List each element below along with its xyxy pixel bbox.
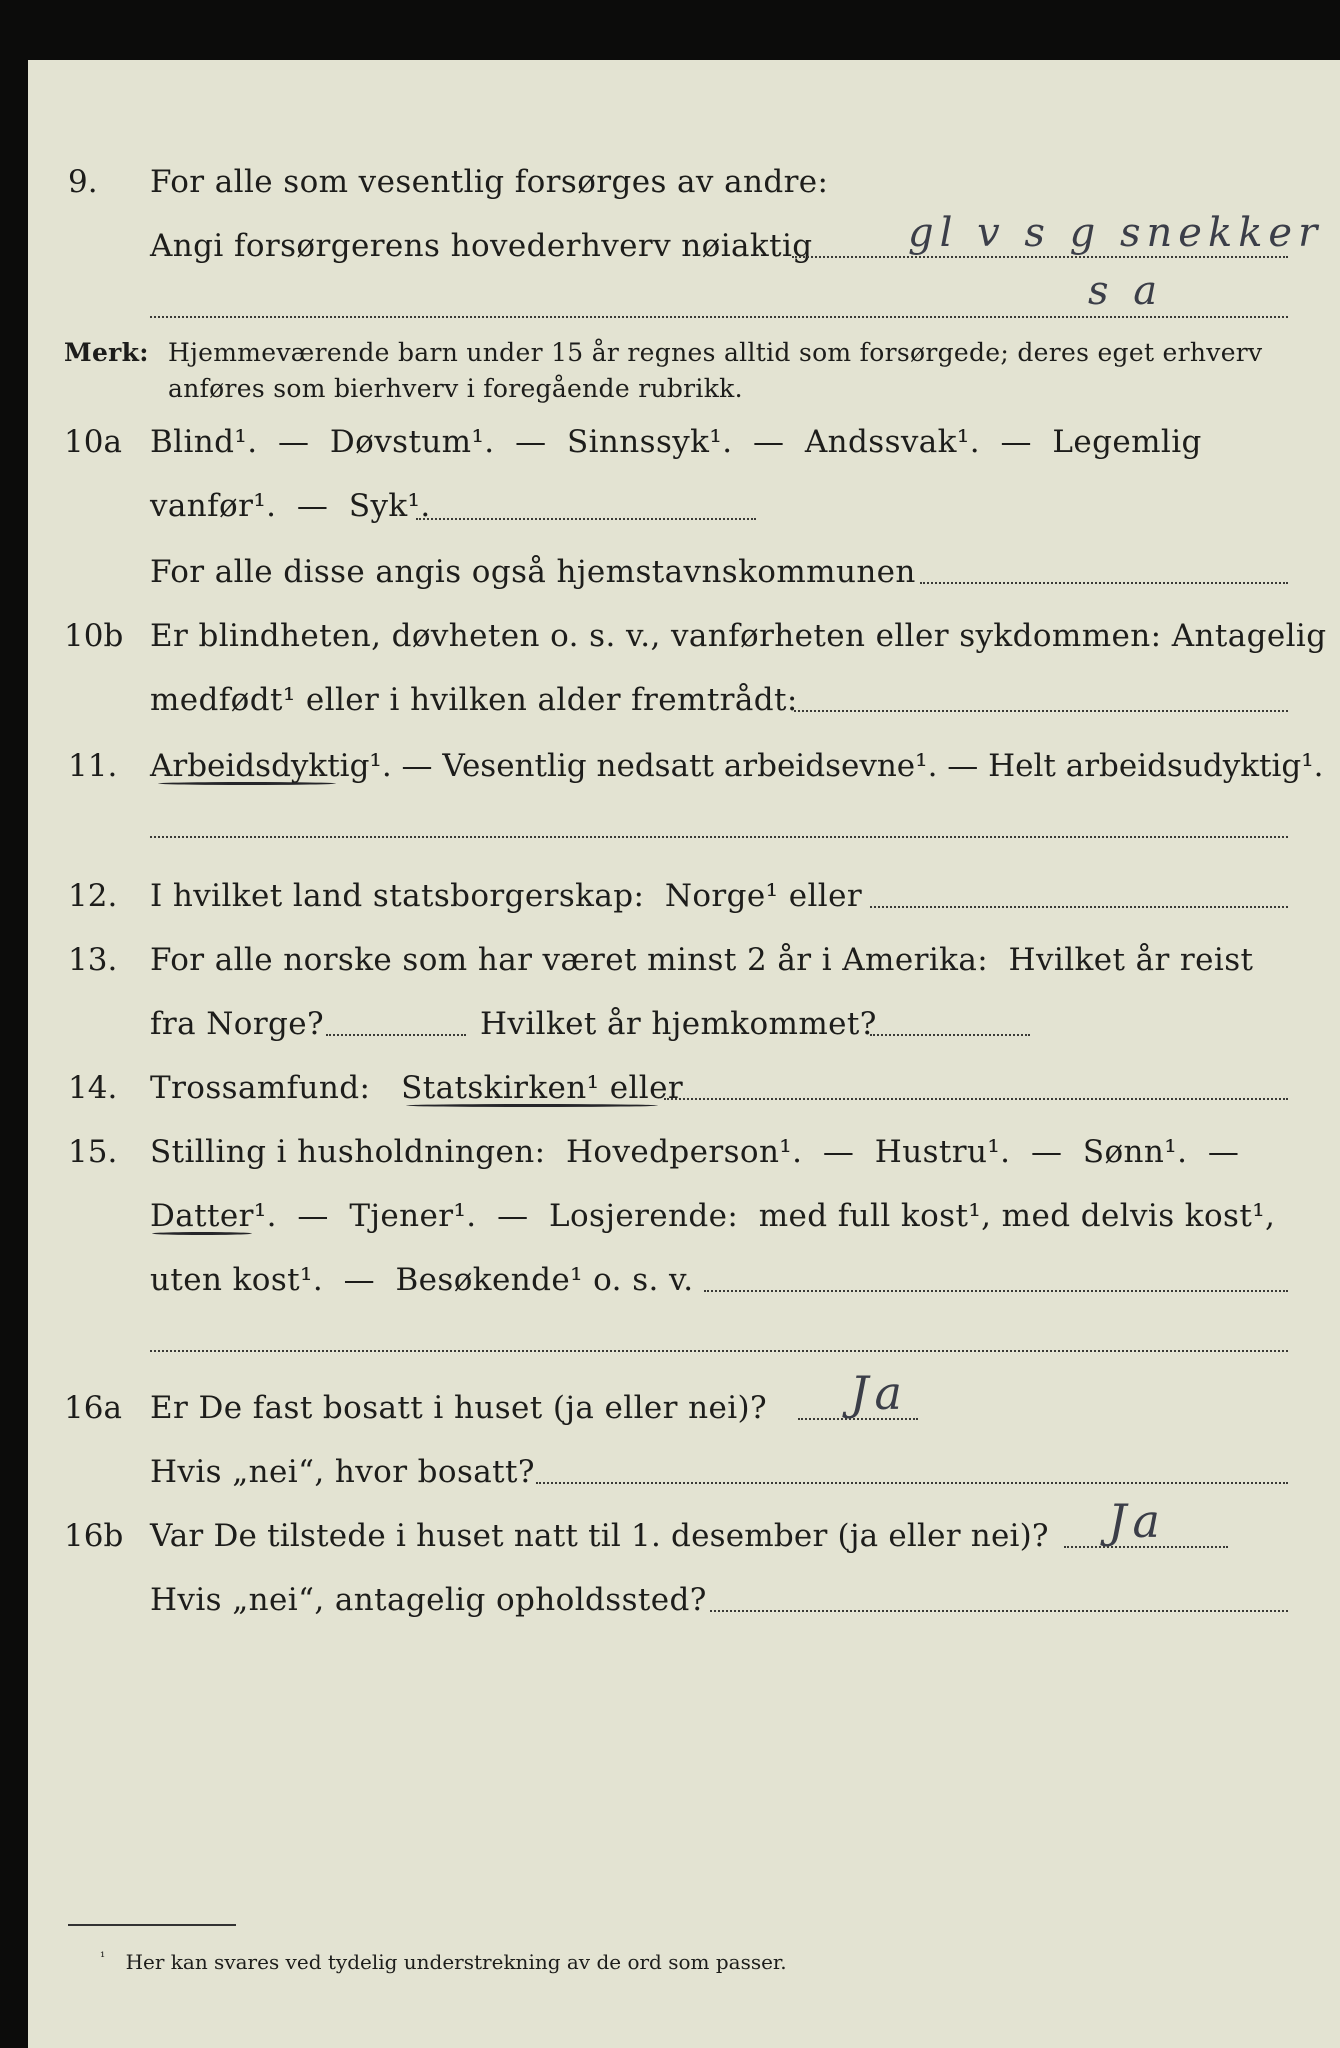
question-number: 12. <box>68 878 118 914</box>
question-number: 16a <box>64 1390 122 1426</box>
handwritten-answer: gl v s g snekker <box>908 210 1324 256</box>
question-text: medfødt¹ eller i hvilken alder fremtrådt: <box>150 682 798 718</box>
answer-line <box>150 1350 1288 1352</box>
note-text: Hjemmeværende barn under 15 år regnes alltid som forsørgede; deres eget erhverv <box>168 338 1263 367</box>
underline-mark <box>406 1104 658 1107</box>
question-text: I hvilket land statsborgerskap: Norge¹ eller <box>150 878 863 914</box>
note-text: anføres som bierhverv i foregående rubrikk. <box>168 374 743 403</box>
underline-mark <box>152 1232 252 1235</box>
answer-line <box>794 710 1288 712</box>
answer-line <box>920 582 1288 584</box>
question-text: Blind¹. — Døvstum¹. — Sinnssyk¹. — Andssvak¹. — Legemlig <box>150 424 1202 460</box>
question-number: 15. <box>68 1134 118 1170</box>
answer-line <box>870 1034 1030 1036</box>
question-text: vanfør¹. — Syk¹. <box>150 488 431 524</box>
question-number: 9. <box>68 164 98 200</box>
question-number: 10b <box>64 618 124 654</box>
census-form-page <box>28 60 1340 2048</box>
answer-line <box>150 836 1288 838</box>
handwritten-answer: Ja <box>1108 1494 1166 1548</box>
question-text: Var De tilstede i huset natt til 1. desember (ja eller nei)? <box>150 1518 1049 1554</box>
question-text: For alle disse angis også hjemstavnskommunen <box>150 554 916 590</box>
answer-line <box>416 518 756 520</box>
answer-line <box>150 316 1288 318</box>
question-text: Arbeidsdyktig¹. — Vesentlig nedsatt arbeidsevne¹. — Helt arbeidsudyktig¹. <box>150 748 1324 784</box>
note-label: Merk: <box>64 338 149 367</box>
question-number: 11. <box>68 748 118 784</box>
handwritten-answer: Ja <box>850 1366 908 1420</box>
question-text: Hvis „nei“, antagelig opholdssted? <box>150 1582 707 1618</box>
footnote-mark: ¹ <box>100 1950 106 1965</box>
question-text: uten kost¹. — Besøkende¹ o. s. v. <box>150 1262 694 1298</box>
footnote-rule <box>68 1924 236 1926</box>
question-text: For alle som vesentlig forsørges av andre: <box>150 164 829 200</box>
question-text: Hvis „nei“, hvor bosatt? <box>150 1454 535 1490</box>
footnote <box>100 1944 787 1976</box>
underline-mark <box>158 782 336 785</box>
question-number: 13. <box>68 942 118 978</box>
answer-line <box>710 1610 1288 1612</box>
answer-line <box>326 1034 466 1036</box>
footnote-text: Her kan svares ved tydelig understrekning av de ord som passer. <box>125 1949 787 1974</box>
question-text: Hvilket år hjemkommet? <box>480 1006 877 1042</box>
question-text: Angi forsørgerens hovederhverv nøiaktig <box>150 228 813 264</box>
question-text: Stilling i husholdningen: Hovedperson¹. — Hustru¹. — Sønn¹. — <box>150 1134 1240 1170</box>
answer-line <box>536 1482 1288 1484</box>
answer-line <box>664 1098 1288 1100</box>
answer-line <box>792 256 1288 258</box>
question-text: Trossamfund: Statskirken¹ eller <box>150 1070 684 1106</box>
question-text: Datter¹. — Tjener¹. — Losjerende: med full kost¹, med delvis kost¹, <box>150 1198 1276 1234</box>
question-text: Er De fast bosatt i huset (ja eller nei)? <box>150 1390 768 1426</box>
answer-line <box>704 1290 1288 1292</box>
question-text: fra Norge? <box>150 1006 325 1042</box>
handwritten-answer: s a <box>1088 268 1164 314</box>
question-number: 10a <box>64 424 122 460</box>
question-text: For alle norske som har været minst 2 år i Amerika: Hvilket år reist <box>150 942 1254 978</box>
question-number: 16b <box>64 1518 124 1554</box>
question-number: 14. <box>68 1070 118 1106</box>
answer-line <box>870 906 1288 908</box>
question-text: Er blindheten, døvheten o. s. v., vanførheten eller sykdommen: Antagelig <box>150 618 1327 654</box>
